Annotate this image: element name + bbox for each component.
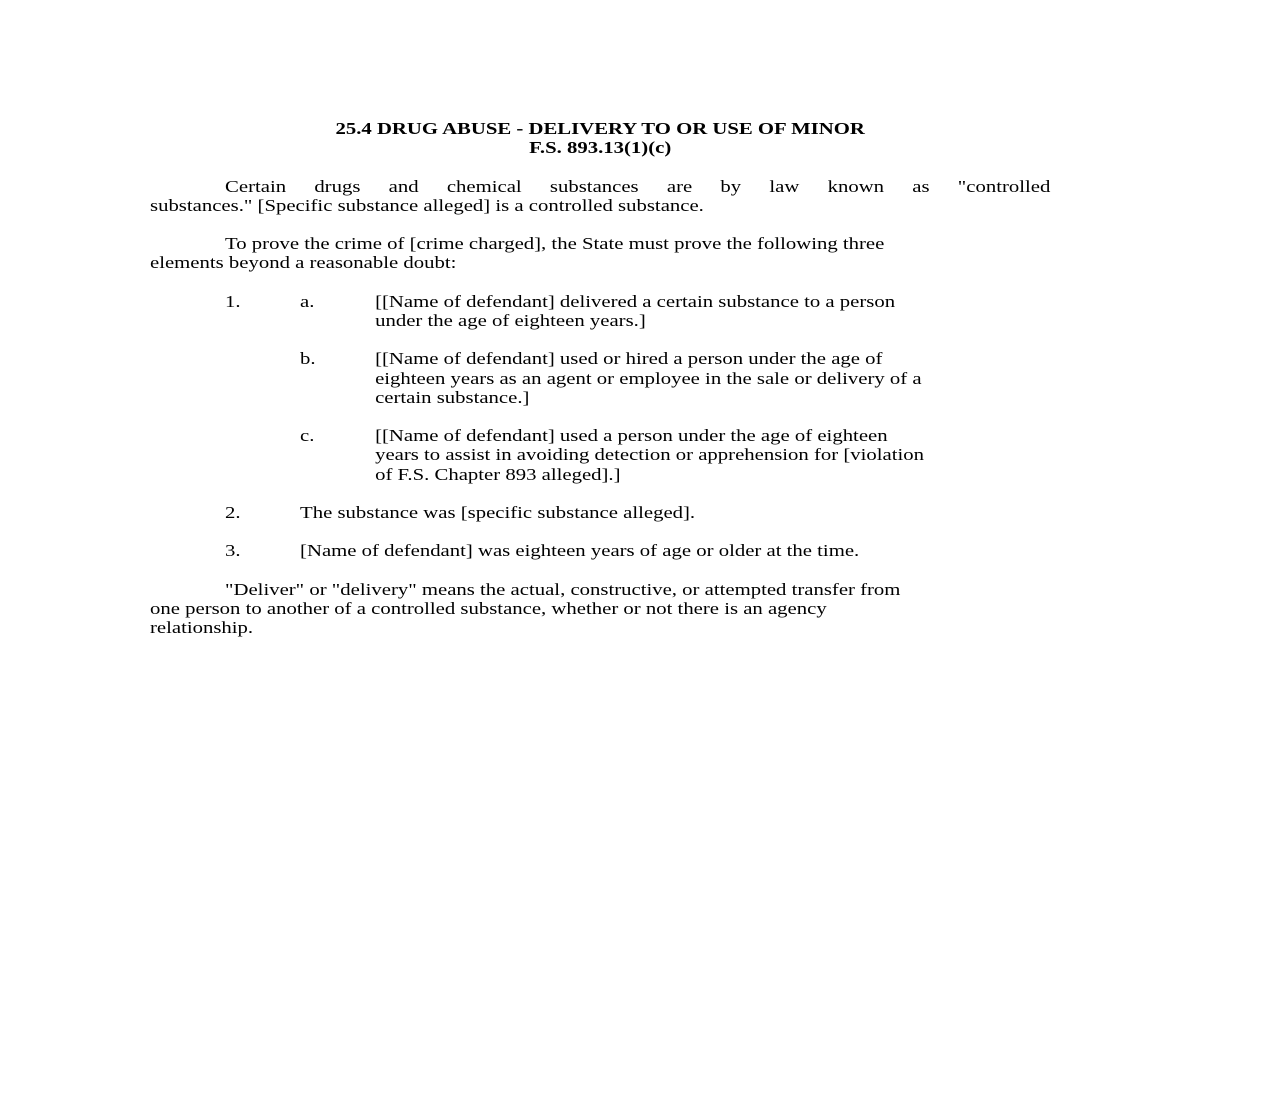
element-line: years to assist in avoiding detection or apprehension for [violation: [375, 445, 924, 465]
paragraph-line: "Deliver" or "delivery" means the actual, constructive, or attempted transfer from: [225, 579, 901, 599]
element-number: 2.: [225, 502, 241, 522]
document-title: [150, 119, 1050, 157]
element-line: certain substance.]: [375, 387, 530, 407]
paragraph-line: substances." [Specific substance alleged] is a controlled substance.: [150, 195, 704, 215]
element-text: [Name of defendant] was eighteen years of age or older at the time.: [300, 541, 860, 561]
element-1b: [150, 349, 1050, 407]
element-3: [150, 541, 1050, 560]
element-line: eighteen years as an agent or employee in the sale or delivery of a: [375, 368, 922, 388]
element-letter: a.: [300, 291, 315, 311]
element-2: [150, 503, 1050, 522]
paragraph-line: elements beyond a reasonable doubt:: [150, 253, 457, 273]
element-line: [[Name of defendant] used or hired a person under the age of: [375, 349, 883, 369]
element-letter: b.: [300, 349, 316, 369]
element-number: 3.: [225, 541, 241, 561]
element-1a: [150, 292, 1050, 330]
document-page: [150, 119, 1050, 637]
paragraph-line: To prove the crime of [crime charged], the State must prove the following three: [225, 234, 885, 254]
element-letter: c.: [300, 426, 315, 446]
paragraph-line: relationship.: [150, 618, 254, 638]
statute-reference: F.S. 893.13(1)(c): [529, 138, 672, 158]
title-line-1: 25.4 DRUG ABUSE - DELIVERY TO OR USE OF MINOR: [335, 119, 865, 138]
element-line: [[Name of defendant] used a person under the age of eighteen: [375, 426, 888, 446]
element-line: of F.S. Chapter 893 alleged].]: [375, 464, 621, 484]
paragraph-line: one person to another of a controlled substance, whether or not there is an agency: [150, 598, 827, 618]
paragraph-delivery-definition: [150, 580, 1050, 638]
element-line: under the age of eighteen years.]: [375, 310, 646, 330]
element-line: [[Name of defendant] delivered a certain substance to a person: [375, 291, 896, 311]
paragraph-elements-intro: [150, 234, 1050, 272]
element-1c: [150, 426, 1050, 484]
element-number: 1.: [225, 291, 241, 311]
paragraph-line: Certain drugs and chemical substances are by law known as "controlled: [225, 176, 1051, 196]
paragraph-controlled-substances: [150, 177, 1050, 215]
element-text: The substance was [specific substance alleged].: [300, 502, 696, 522]
